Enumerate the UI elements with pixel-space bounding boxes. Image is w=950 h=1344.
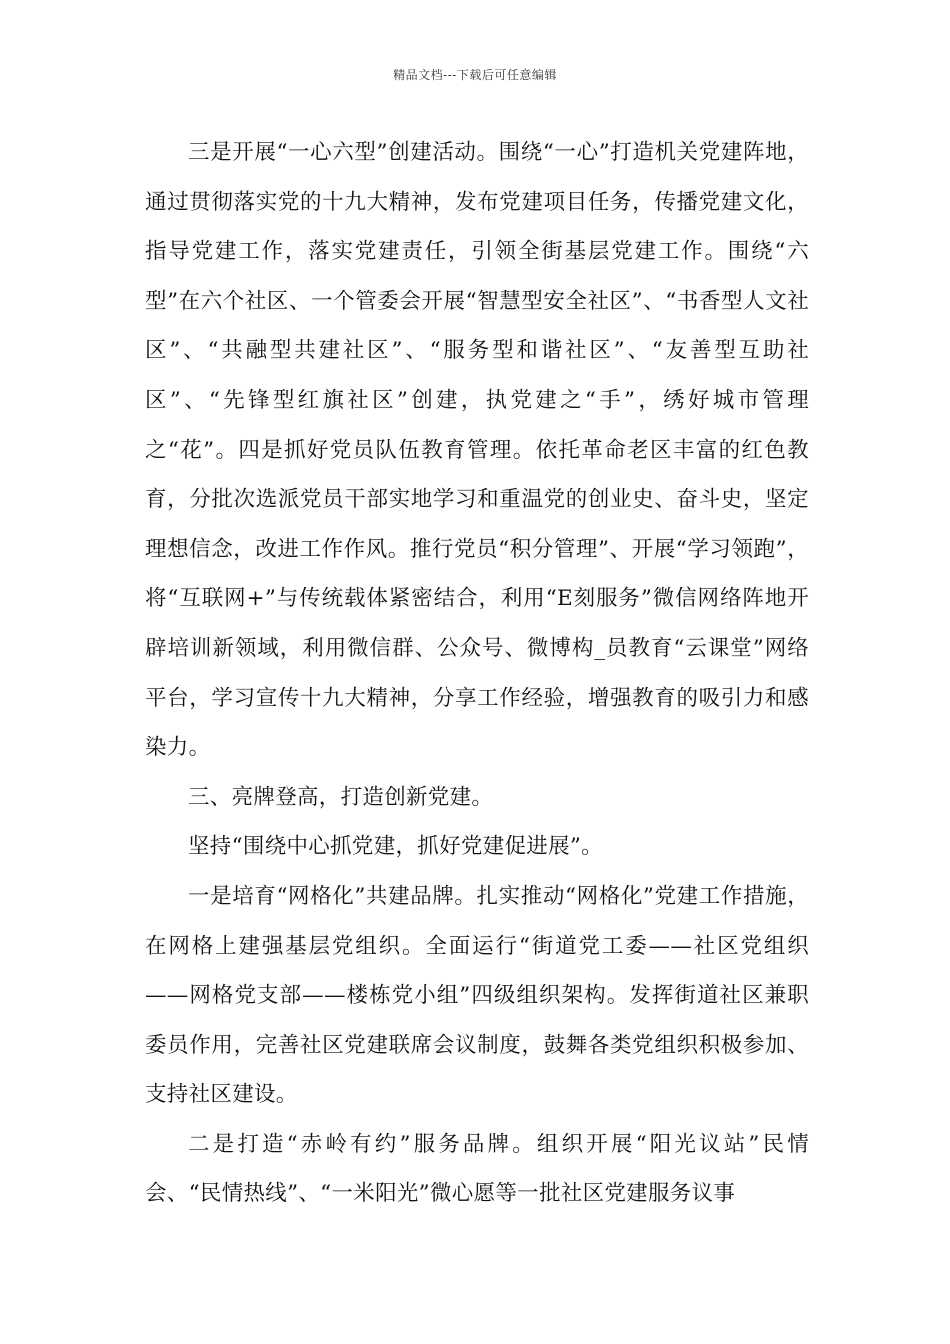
page-header: 精品文档---下载后可任意编辑 (393, 68, 557, 82)
paragraph-grid-brand: 一是培育“网格化”共建品牌。扎实推动“网格化”党建工作措施，在网格上建强基层党组织。全面运行“街道党工委——社区党组织——网格党支部——楼栋党小组”四级组织架构。发挥街道社区兼职委员作用，完善社区党建联席会议制度，鼓舞各类党组织积极参加、支持社区建设。 (145, 883, 809, 1108)
paragraph-activities: 三是开展“一心六型”创建活动。围绕“一心”打造机关党建阵地，通过贯彻落实党的十九大精神，发布党建项目任务，传播党建文化，指导党建工作，落实党建责任，引领全街基层党建工作。围绕“六型”在六个社区、一个管委会开展“智慧型安全社区”、“书香型人文社区”、“共融型共建社区”、“服务型和谐社区”、“友善型互助社区”、“先锋型红旗社区”创建，执党建之“手”，绣好城市管理之“花”。四是抓好党员队伍教育管理。依托革命老区丰富的红色教育，分批次选派党员干部实地学习和重温党的创业史、奋斗史，坚定理想信念，改进工作作风。推行党员“积分管理”、开展“学习领跑”，将“互联网+”与传统载体紧密结合，利用“E刻服务”微信网络阵地开辟培训新领域，利用微信群、公众号、微博构_员教育“云课堂”网络平台，学习宣传十九大精神，分享工作经验，增强教育的吸引力和感染力。 (145, 140, 809, 761)
document-body (145, 128, 809, 1219)
section-heading: 三、亮牌登高，打造创新党建。 (188, 784, 494, 810)
paragraph-principle: 坚持“围绕中心抓党建，抓好党建促进展”。 (188, 834, 603, 860)
paragraph-service-brand: 二是打造“赤岭有约”服务品牌。组织开展“阳光议站”民情会、“民情热线”、“一米阳光”微心愿等一批社区党建服务议事 (145, 1131, 809, 1207)
